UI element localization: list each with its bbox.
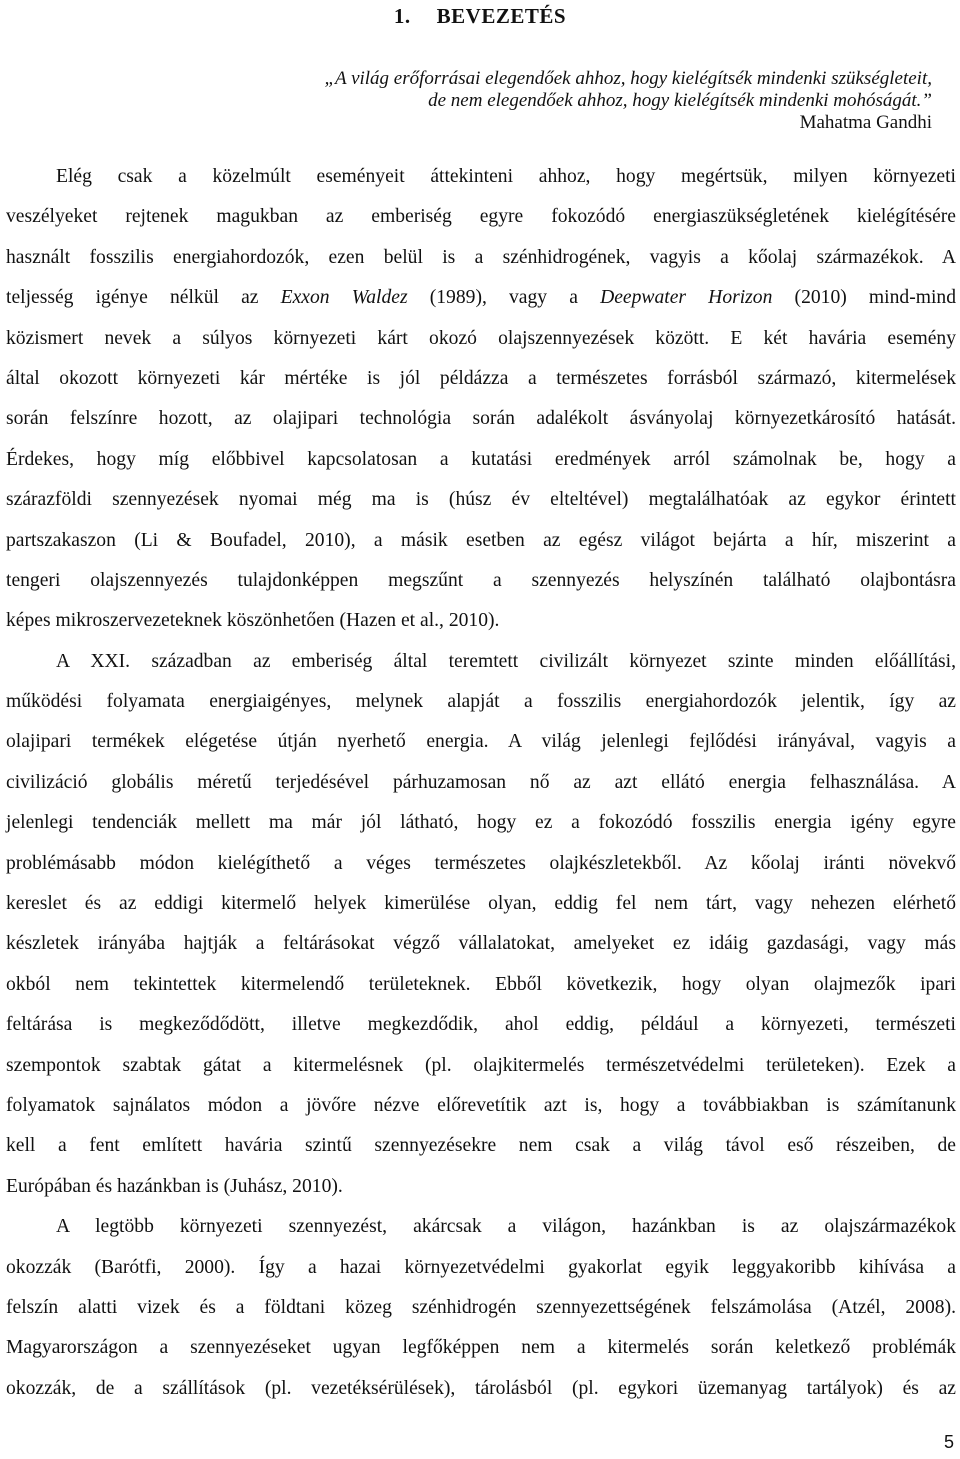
text-line: működési folyamata energiaigényes, melynek alapját a fosszilis energiahordozók jelentik, így az xyxy=(6,691,956,713)
text-line: szárazföldi szennyezések nyomai még ma is (húsz év elteltével) megtalálhatóak az egykor érintett xyxy=(6,489,956,511)
text-line: partszakaszon (Li & Boufadel, 2010), a másik esetben az egész világot bejárta a hír, miszerint a xyxy=(6,529,956,551)
text-line: közismert nevek a súlyos környezeti kárt okozó olajszennyezések között. E két havária esemény xyxy=(6,327,956,349)
text-line: A XXI. században az emberiség által teremtett civilizált környezet szinte minden előállítási, xyxy=(56,650,956,672)
text-run: (2010) mind-mind xyxy=(772,287,956,309)
section-heading xyxy=(0,4,960,29)
text-line: készletek irányába hajtják a feltárásokat végző vállalatokat, amelyeket ez idáig gazdasági, vagy más xyxy=(6,933,956,955)
section-number: 1. xyxy=(393,4,411,28)
epigraph-line-1: „A világ erőforrásai elegendőek ahhoz, hogy kielégítsék mindenki szükségleteit, xyxy=(324,68,932,89)
body-text xyxy=(6,157,956,1409)
text-line: kell a fent említett havária szintű szennyezésekre nem csak a világ távol eső részeiben, de xyxy=(6,1135,956,1157)
text-line: képes mikroszervezeteknek köszönhetően (Hazen et al., 2010). xyxy=(6,610,500,632)
italic-term: Deepwater Horizon xyxy=(600,287,773,309)
page-number: 5 xyxy=(943,1432,954,1452)
text-line: használt fosszilis energiahordozók, ezen belül is a szénhidrogének, vagyis a kőolaj származékok. A xyxy=(6,246,956,268)
text-line: folyamatok sajnálatos módon a jövőre nézve előrevetítik azt is, hogy a továbbiakban is számítanunk xyxy=(6,1094,956,1116)
text-line: Elég csak a közelmúlt eseményeit áttekinteni ahhoz, hogy megértsük, milyen környezeti xyxy=(56,166,956,187)
text-line: Európában és hazánkban is (Juhász, 2010). xyxy=(6,1175,343,1197)
text-line-with-italics xyxy=(6,278,956,318)
text-line: jelenlegi tendenciák mellett ma már jól látható, hogy ez a fokozódó fosszilis energia igény egyre xyxy=(6,812,956,834)
text-line: problémásabb módon kielégíthető a véges természetes olajkészletekből. Az kőolaj iránti növekvő xyxy=(6,852,956,874)
text-run: (1989), vagy a xyxy=(407,287,601,309)
text-line: kereslet és az eddigi kitermelő helyek kimerülése olyan, eddig fel nem tárt, vagy nehezen elérhető xyxy=(6,893,956,915)
text-line: felszín alatti vizek és a földtani közeg szénhidrogén szennyezettségének felszámolása (Atzél, 2008). xyxy=(6,1296,956,1318)
text-line: feltárása is megkeződődött, illetve megkezdődik, ahol eddig, például a környezeti, természeti xyxy=(6,1014,956,1036)
section-title: BEVEZETÉS xyxy=(436,4,567,28)
epigraph-line-2: de nem elegendőek ahhoz, hogy kielégítsék mindenki mohóságát.” xyxy=(428,90,932,111)
text-run: teljesség igénye nélkül az xyxy=(6,287,281,309)
text-line: okozzák, de a szállítások (pl. vezetéksérülések), tárolásból (pl. egykori üzemanyag tartályok) és az xyxy=(6,1377,956,1399)
text-line: okozzák (Barótfi, 2000). Így a hazai környezetvédelmi gyakorlat egyik leggyakoribb kihívása a xyxy=(6,1256,956,1278)
text-line: Magyarországon a szennyezéseket ugyan legfőképpen nem a kitermelés során keletkező problémák xyxy=(6,1337,956,1359)
text-line: veszélyeket rejtenek magukban az emberiség egyre fokozódó energiaszükségletének kielégítésére xyxy=(6,206,956,228)
text-line: során felszínre hozott, az olajipari technológia során adalékolt ásványolaj környezetkárosító hatását. xyxy=(6,408,956,430)
epigraph-author: Mahatma Gandhi xyxy=(799,112,932,133)
text-line: civilizáció globális méretű terjedésével párhuzamosan nő az azt ellátó energia felhasználása. A xyxy=(6,771,956,793)
text-line: szempontok szabtak gátat a kitermelésnek (pl. olajkitermelés természetvédelmi területeken). Ezek a xyxy=(6,1054,956,1076)
text-line: tengeri olajszennyezés tulajdonképpen megszűnt a szennyezés helyszínén található olajbontásra xyxy=(6,569,956,591)
text-line: okból nem tekintettek kitermelendő területeknek. Ebből következik, hogy olyan olajmezők ipari xyxy=(6,973,956,995)
text-line: Érdekes, hogy míg előbbivel kapcsolatosan a kutatási eredmények arról számolnak be, hogy a xyxy=(6,448,956,470)
text-line: olajipari termékek elégetése útján nyerhető energia. A világ jelenlegi fejlődési irányával, vagyis a xyxy=(6,731,956,753)
epigraph xyxy=(232,68,932,134)
italic-term: Exxon Waldez xyxy=(280,287,408,309)
text-line: által okozott környezeti kár mértéke is jól példázza a természetes forrásból származó, kitermelések xyxy=(6,367,956,389)
text-line: A legtöbb környezeti szennyezést, akárcsak a világon, hazánkban is az olajszármazékok xyxy=(56,1216,956,1238)
